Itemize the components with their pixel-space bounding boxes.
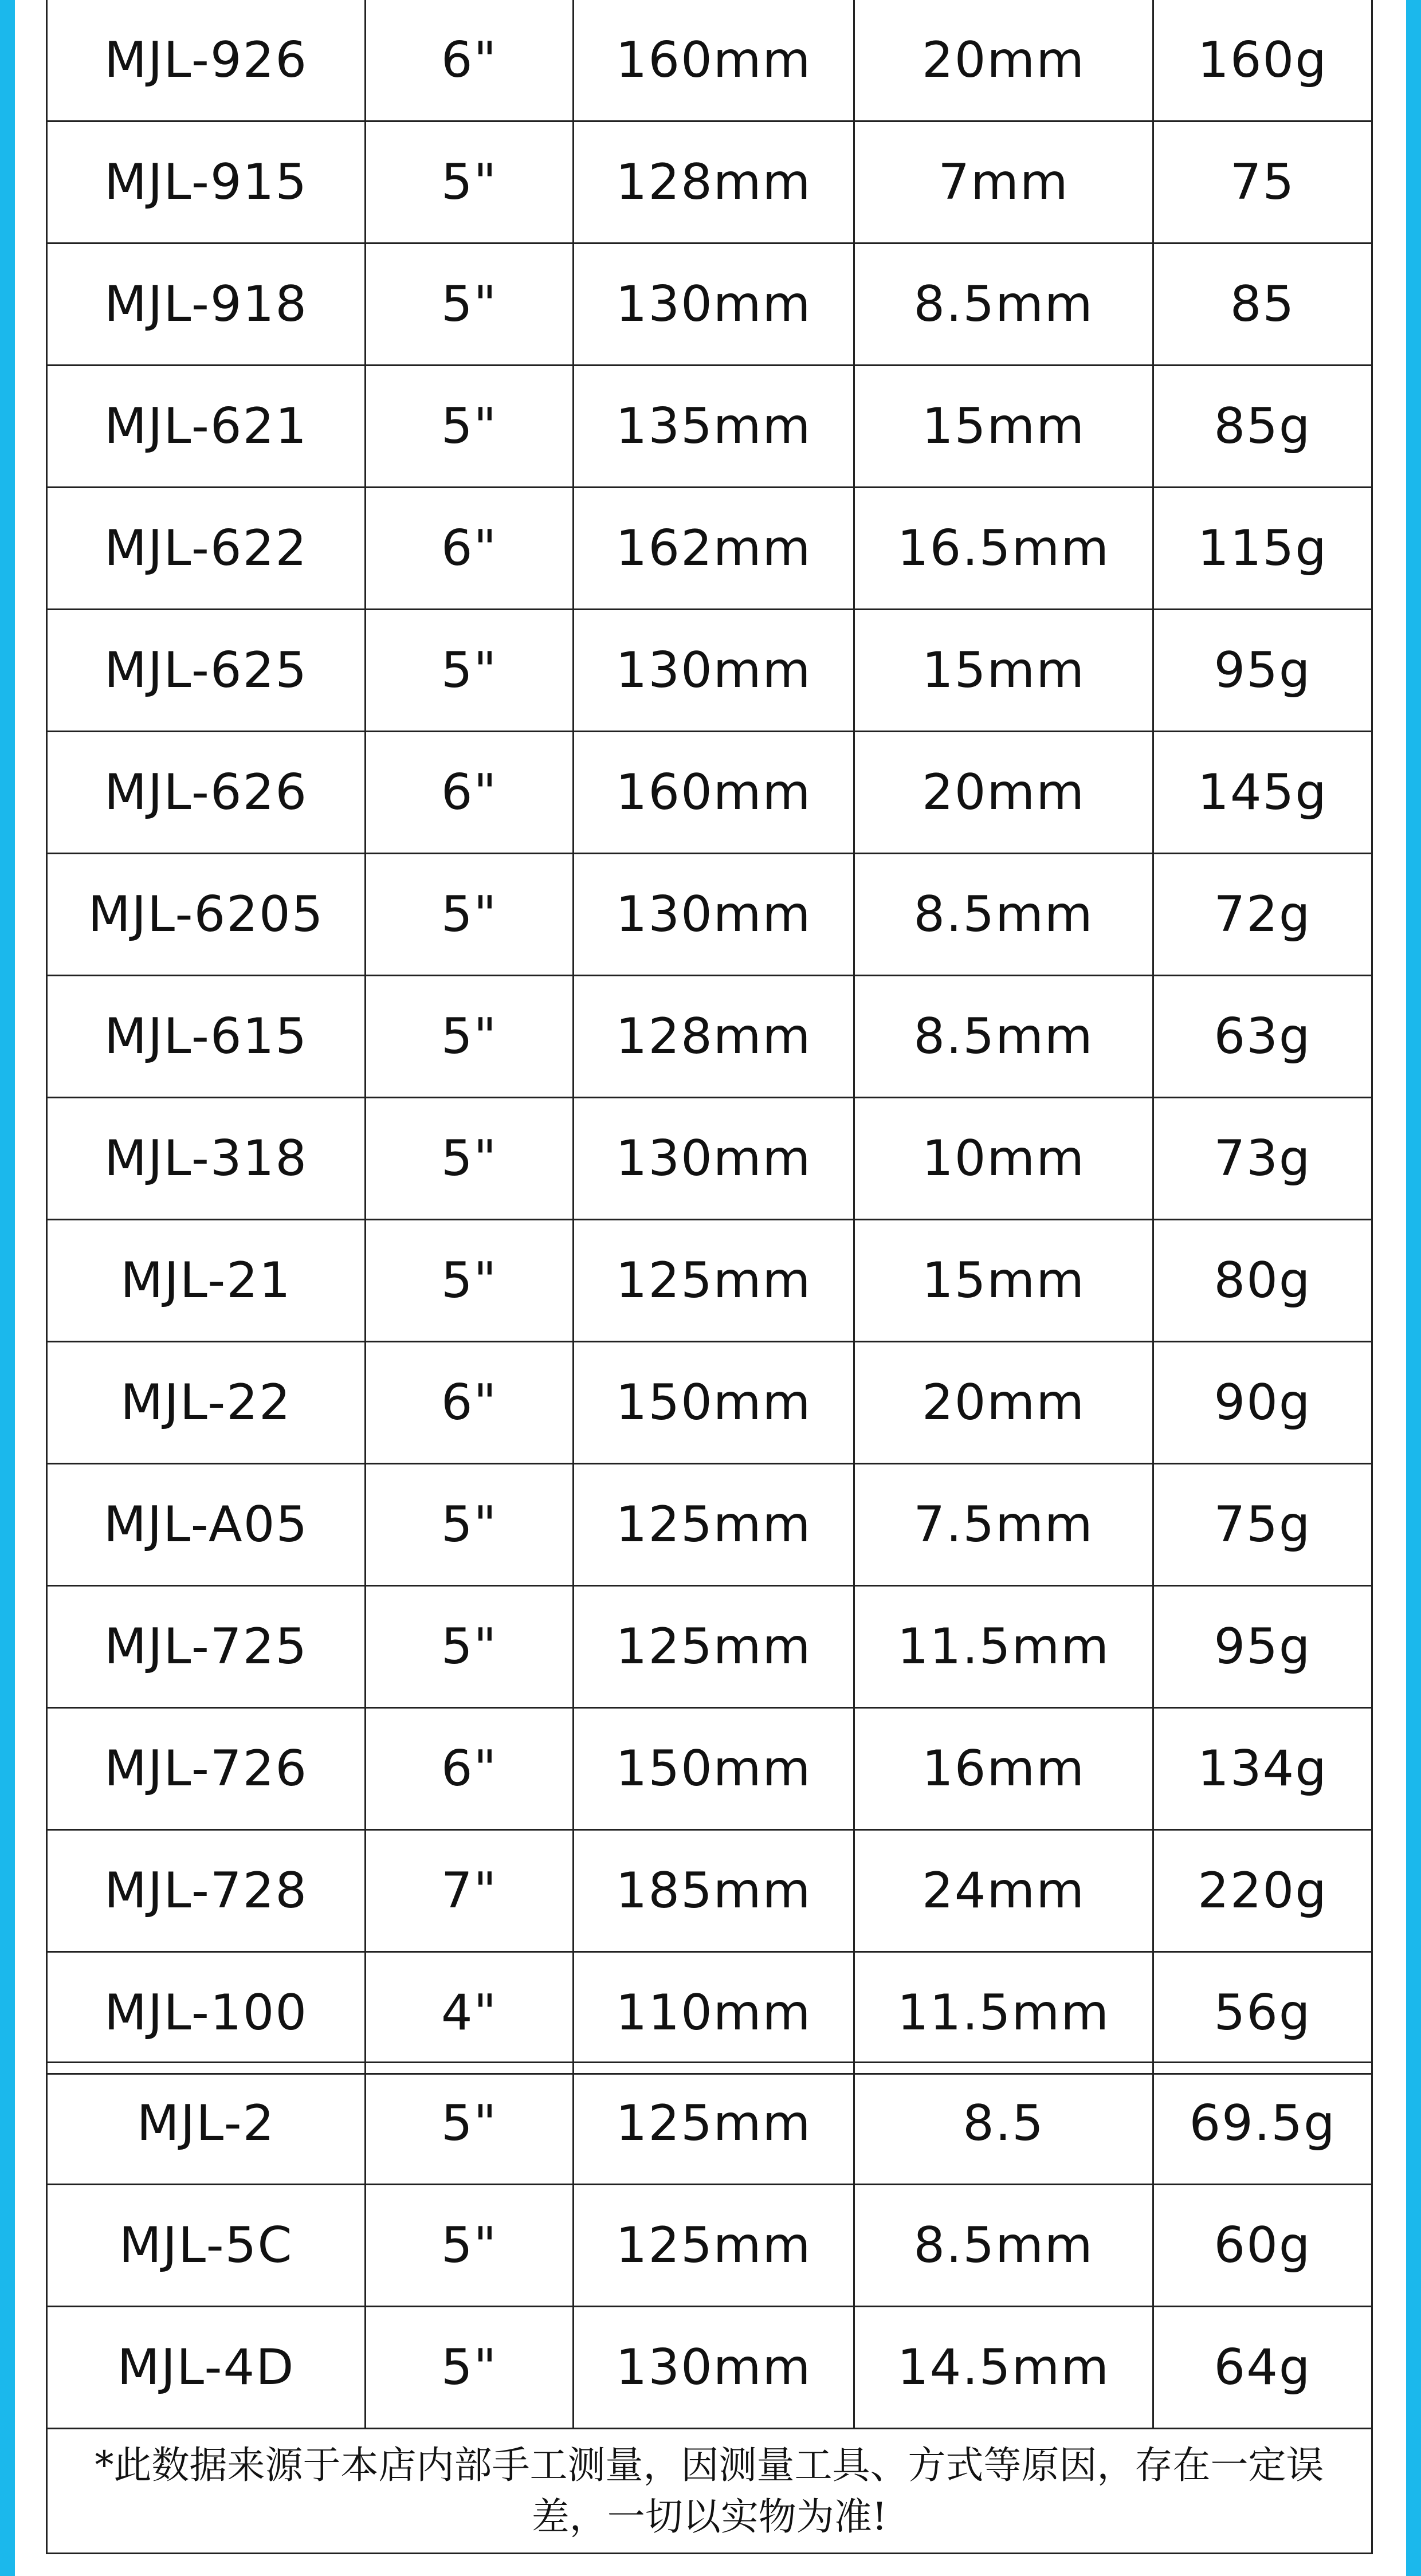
- cell-model: MJL-622: [48, 488, 366, 608]
- cell-size: 5": [366, 2063, 574, 2184]
- cell-thickness: 24mm: [855, 1831, 1154, 1951]
- table-row: [48, 2063, 1371, 2185]
- cell-length: 162mm: [574, 488, 855, 608]
- cell-size: 5": [366, 122, 574, 242]
- cell-model: MJL-21: [48, 1220, 366, 1341]
- cell-model: MJL-726: [48, 1709, 366, 1829]
- table-row: [48, 854, 1371, 976]
- cell-length: 130mm: [574, 610, 855, 731]
- cell-weight: 220g: [1198, 1862, 1328, 1919]
- spec-table-main: [46, 0, 1373, 2075]
- cell-length: 135mm: [574, 366, 855, 486]
- cell-model: MJL-626: [48, 732, 366, 853]
- cell-size: 5": [366, 244, 574, 364]
- cell-thickness: 8.5mm: [855, 244, 1154, 364]
- cell-size: 5": [366, 1587, 574, 1707]
- cell-weight: 75: [1230, 154, 1296, 211]
- cell-size: 5": [366, 1098, 574, 1219]
- cell-thickness: 15mm: [855, 1220, 1154, 1341]
- cell-weight: 85g: [1214, 398, 1312, 455]
- cell-length: 125mm: [574, 2063, 855, 2184]
- cell-length: 150mm: [574, 1709, 855, 1829]
- cell-length: 125mm: [574, 1587, 855, 1707]
- table-row: [48, 1464, 1371, 1587]
- cell-length: 130mm: [574, 1098, 855, 1219]
- cell-length: 125mm: [574, 1464, 855, 1585]
- table-row: [48, 1587, 1371, 1709]
- cell-model: MJL-725: [48, 1587, 366, 1707]
- table-row: [48, 1831, 1371, 1953]
- cell-model: MJL-625: [48, 610, 366, 731]
- cell-model: MJL-926: [48, 0, 366, 120]
- cell-length: 130mm: [574, 2307, 855, 2428]
- left-accent-bar: [0, 0, 15, 2576]
- cell-model: MJL-918: [48, 244, 366, 364]
- cell-length: 160mm: [574, 0, 855, 120]
- cell-weight: 95g: [1214, 642, 1312, 699]
- table-row: [48, 732, 1371, 854]
- cell-thickness: 20mm: [855, 1342, 1154, 1463]
- cell-model: MJL-615: [48, 976, 366, 1097]
- table-row: [48, 366, 1371, 488]
- cell-model: MJL-100: [48, 1953, 366, 2073]
- cell-thickness: 20mm: [855, 0, 1154, 120]
- cell-thickness: 7.5mm: [855, 1464, 1154, 1585]
- cell-size: 4": [366, 1953, 574, 2073]
- cell-thickness: 16.5mm: [855, 488, 1154, 608]
- cell-size: 5": [366, 2185, 574, 2306]
- cell-length: 160mm: [574, 732, 855, 853]
- cell-model: MJL-4D: [48, 2307, 366, 2428]
- cell-weight: 85: [1230, 276, 1296, 333]
- cell-size: 6": [366, 488, 574, 608]
- cell-model: MJL-621: [48, 366, 366, 486]
- spec-table-extra: [46, 2061, 1373, 2554]
- cell-thickness: 10mm: [855, 1098, 1154, 1219]
- cell-size: 7": [366, 1831, 574, 1951]
- cell-weight: 56g: [1214, 1984, 1312, 2041]
- table-row: [48, 2185, 1371, 2307]
- cell-size: 6": [366, 0, 574, 120]
- cell-length: 130mm: [574, 854, 855, 975]
- cell-size: 5": [366, 1464, 574, 1585]
- cell-model: MJL-2: [48, 2063, 366, 2184]
- table-row: [48, 610, 1371, 732]
- cell-length: 125mm: [574, 1220, 855, 1341]
- table-row: [48, 244, 1371, 366]
- cell-thickness: 20mm: [855, 732, 1154, 853]
- cell-model: MJL-318: [48, 1098, 366, 1219]
- cell-length: 185mm: [574, 1831, 855, 1951]
- cell-size: 6": [366, 1709, 574, 1829]
- cell-weight: 75g: [1214, 1496, 1312, 1553]
- cell-thickness: 15mm: [855, 610, 1154, 731]
- cell-model: MJL-A05: [48, 1464, 366, 1585]
- cell-thickness: 7mm: [855, 122, 1154, 242]
- cell-weight: 63g: [1214, 1008, 1312, 1065]
- cell-size: 5": [366, 610, 574, 731]
- table-row: [48, 976, 1371, 1098]
- cell-weight: 160g: [1198, 32, 1328, 89]
- cell-weight: 69.5g: [1189, 2095, 1336, 2152]
- table-row: [48, 1342, 1371, 1464]
- table-row: [48, 0, 1371, 122]
- cell-weight: 145g: [1198, 764, 1328, 821]
- cell-thickness: 15mm: [855, 366, 1154, 486]
- cell-size: 5": [366, 854, 574, 975]
- cell-size: 5": [366, 2307, 574, 2428]
- cell-weight: 60g: [1214, 2217, 1312, 2274]
- cell-weight: 80g: [1214, 1252, 1312, 1309]
- right-accent-bar: [1406, 0, 1421, 2576]
- table-row: [48, 1953, 1371, 2073]
- cell-size: 6": [366, 1342, 574, 1463]
- cell-thickness: 11.5mm: [855, 1953, 1154, 2073]
- cell-length: 128mm: [574, 976, 855, 1097]
- table-row: [48, 1709, 1371, 1831]
- table-row: [48, 2307, 1371, 2429]
- cell-weight: 90g: [1214, 1374, 1312, 1431]
- cell-size: 5": [366, 976, 574, 1097]
- cell-size: 6": [366, 732, 574, 853]
- cell-model: MJL-6205: [48, 854, 366, 975]
- cell-thickness: 8.5: [855, 2063, 1154, 2184]
- cell-thickness: 14.5mm: [855, 2307, 1154, 2428]
- cell-weight: 64g: [1214, 2339, 1312, 2396]
- cell-weight: 134g: [1198, 1740, 1328, 1797]
- cell-thickness: 16mm: [855, 1709, 1154, 1829]
- cell-thickness: 8.5mm: [855, 854, 1154, 975]
- cell-length: 128mm: [574, 122, 855, 242]
- cell-model: MJL-22: [48, 1342, 366, 1463]
- cell-weight: 73g: [1214, 1130, 1312, 1187]
- table-row: [48, 488, 1371, 610]
- cell-length: 150mm: [574, 1342, 855, 1463]
- cell-model: MJL-728: [48, 1831, 366, 1951]
- cell-length: 125mm: [574, 2185, 855, 2306]
- cell-weight: 72g: [1214, 886, 1312, 943]
- cell-length: 110mm: [574, 1953, 855, 2073]
- cell-length: 130mm: [574, 244, 855, 364]
- footnote: *此数据来源于本店内部手工测量，因测量工具、方式等原因，存在一定误差，一切以实物为准!: [95, 2443, 1324, 2539]
- table-row: [48, 1220, 1371, 1342]
- cell-size: 5": [366, 366, 574, 486]
- cell-weight: 95g: [1214, 1618, 1312, 1675]
- cell-model: MJL-5C: [48, 2185, 366, 2306]
- table-row: [48, 1098, 1371, 1220]
- cell-model: MJL-915: [48, 122, 366, 242]
- cell-thickness: 11.5mm: [855, 1587, 1154, 1707]
- cell-thickness: 8.5mm: [855, 976, 1154, 1097]
- table-row: [48, 122, 1371, 244]
- cell-size: 5": [366, 1220, 574, 1341]
- cell-weight: 115g: [1198, 520, 1328, 577]
- cell-thickness: 8.5mm: [855, 2185, 1154, 2306]
